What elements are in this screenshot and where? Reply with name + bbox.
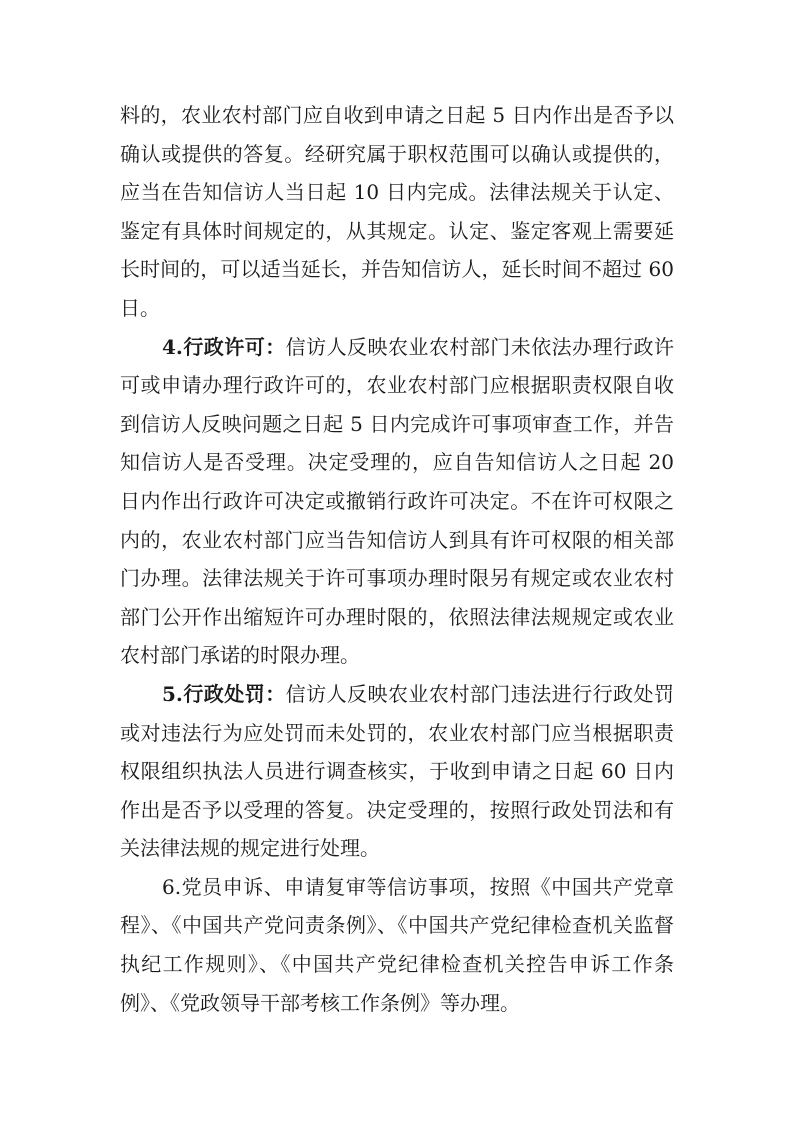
item-4-heading: 4.行政许可： xyxy=(162,334,286,359)
continuation-paragraph: 料的，农业农村部门应自收到申请之日起 5 日内作出是否予以确认或提供的答复。经研究属于职权范围可以确认或提供的，应当在告知信访人当日起 10 日内完成。法律法规关于认定、鉴定有具体时间规定的，从其规定。认定、鉴定客观上需要延长时间的，可以适当延长，并告知信访人，延长时间不超过 60 日。 xyxy=(120,103,674,320)
item-6-paragraph: 6.党员申诉、申请复审等信访事项，按照《中国共产党章程》、《中国共产党问责条例》、《中国共产党纪律检查机关监督执纪工作规则》、《中国共产党纪律检查机关控告申诉工作条例》、《党政领导干部考核工作条例》等办理。 xyxy=(120,874,674,1015)
item-5-heading: 5.行政处罚： xyxy=(162,681,286,706)
item-4-paragraph xyxy=(120,328,674,675)
item-4-body: 信访人反映农业农村部门未依法办理行政许可或申请办理行政许可的，农业农村部门应根据职责权限自收到信访人反映问题之日起 5 日内完成许可事项审查工作，并告知信访人是否受理。决定受理的，应自告知信访人之日起 20 日内作出行政许可决定或撤销行政许可决定。不在许可权限之内的，农业农村部门应当告知信访人到具有许可权限的相关部门办理。法律法规关于许可事项办理时限另有规定或农业农村部门公开作出缩短许可办理时限的，依照法律法规规定或农业农村部门承诺的时限办理。 xyxy=(120,334,674,668)
item-5-body: 信访人反映农业农村部门违法进行行政处罚或对违法行为应处罚而未处罚的，农业农村部门应当根据职责权限组织执法人员进行调查核实，于收到申请之日起 60 日内作出是否予以受理的答复。决定受理的，按照行政处罚法和有关法律法规的规定进行处理。 xyxy=(120,681,674,861)
item-5-paragraph xyxy=(120,675,674,868)
document-body xyxy=(120,96,674,1022)
